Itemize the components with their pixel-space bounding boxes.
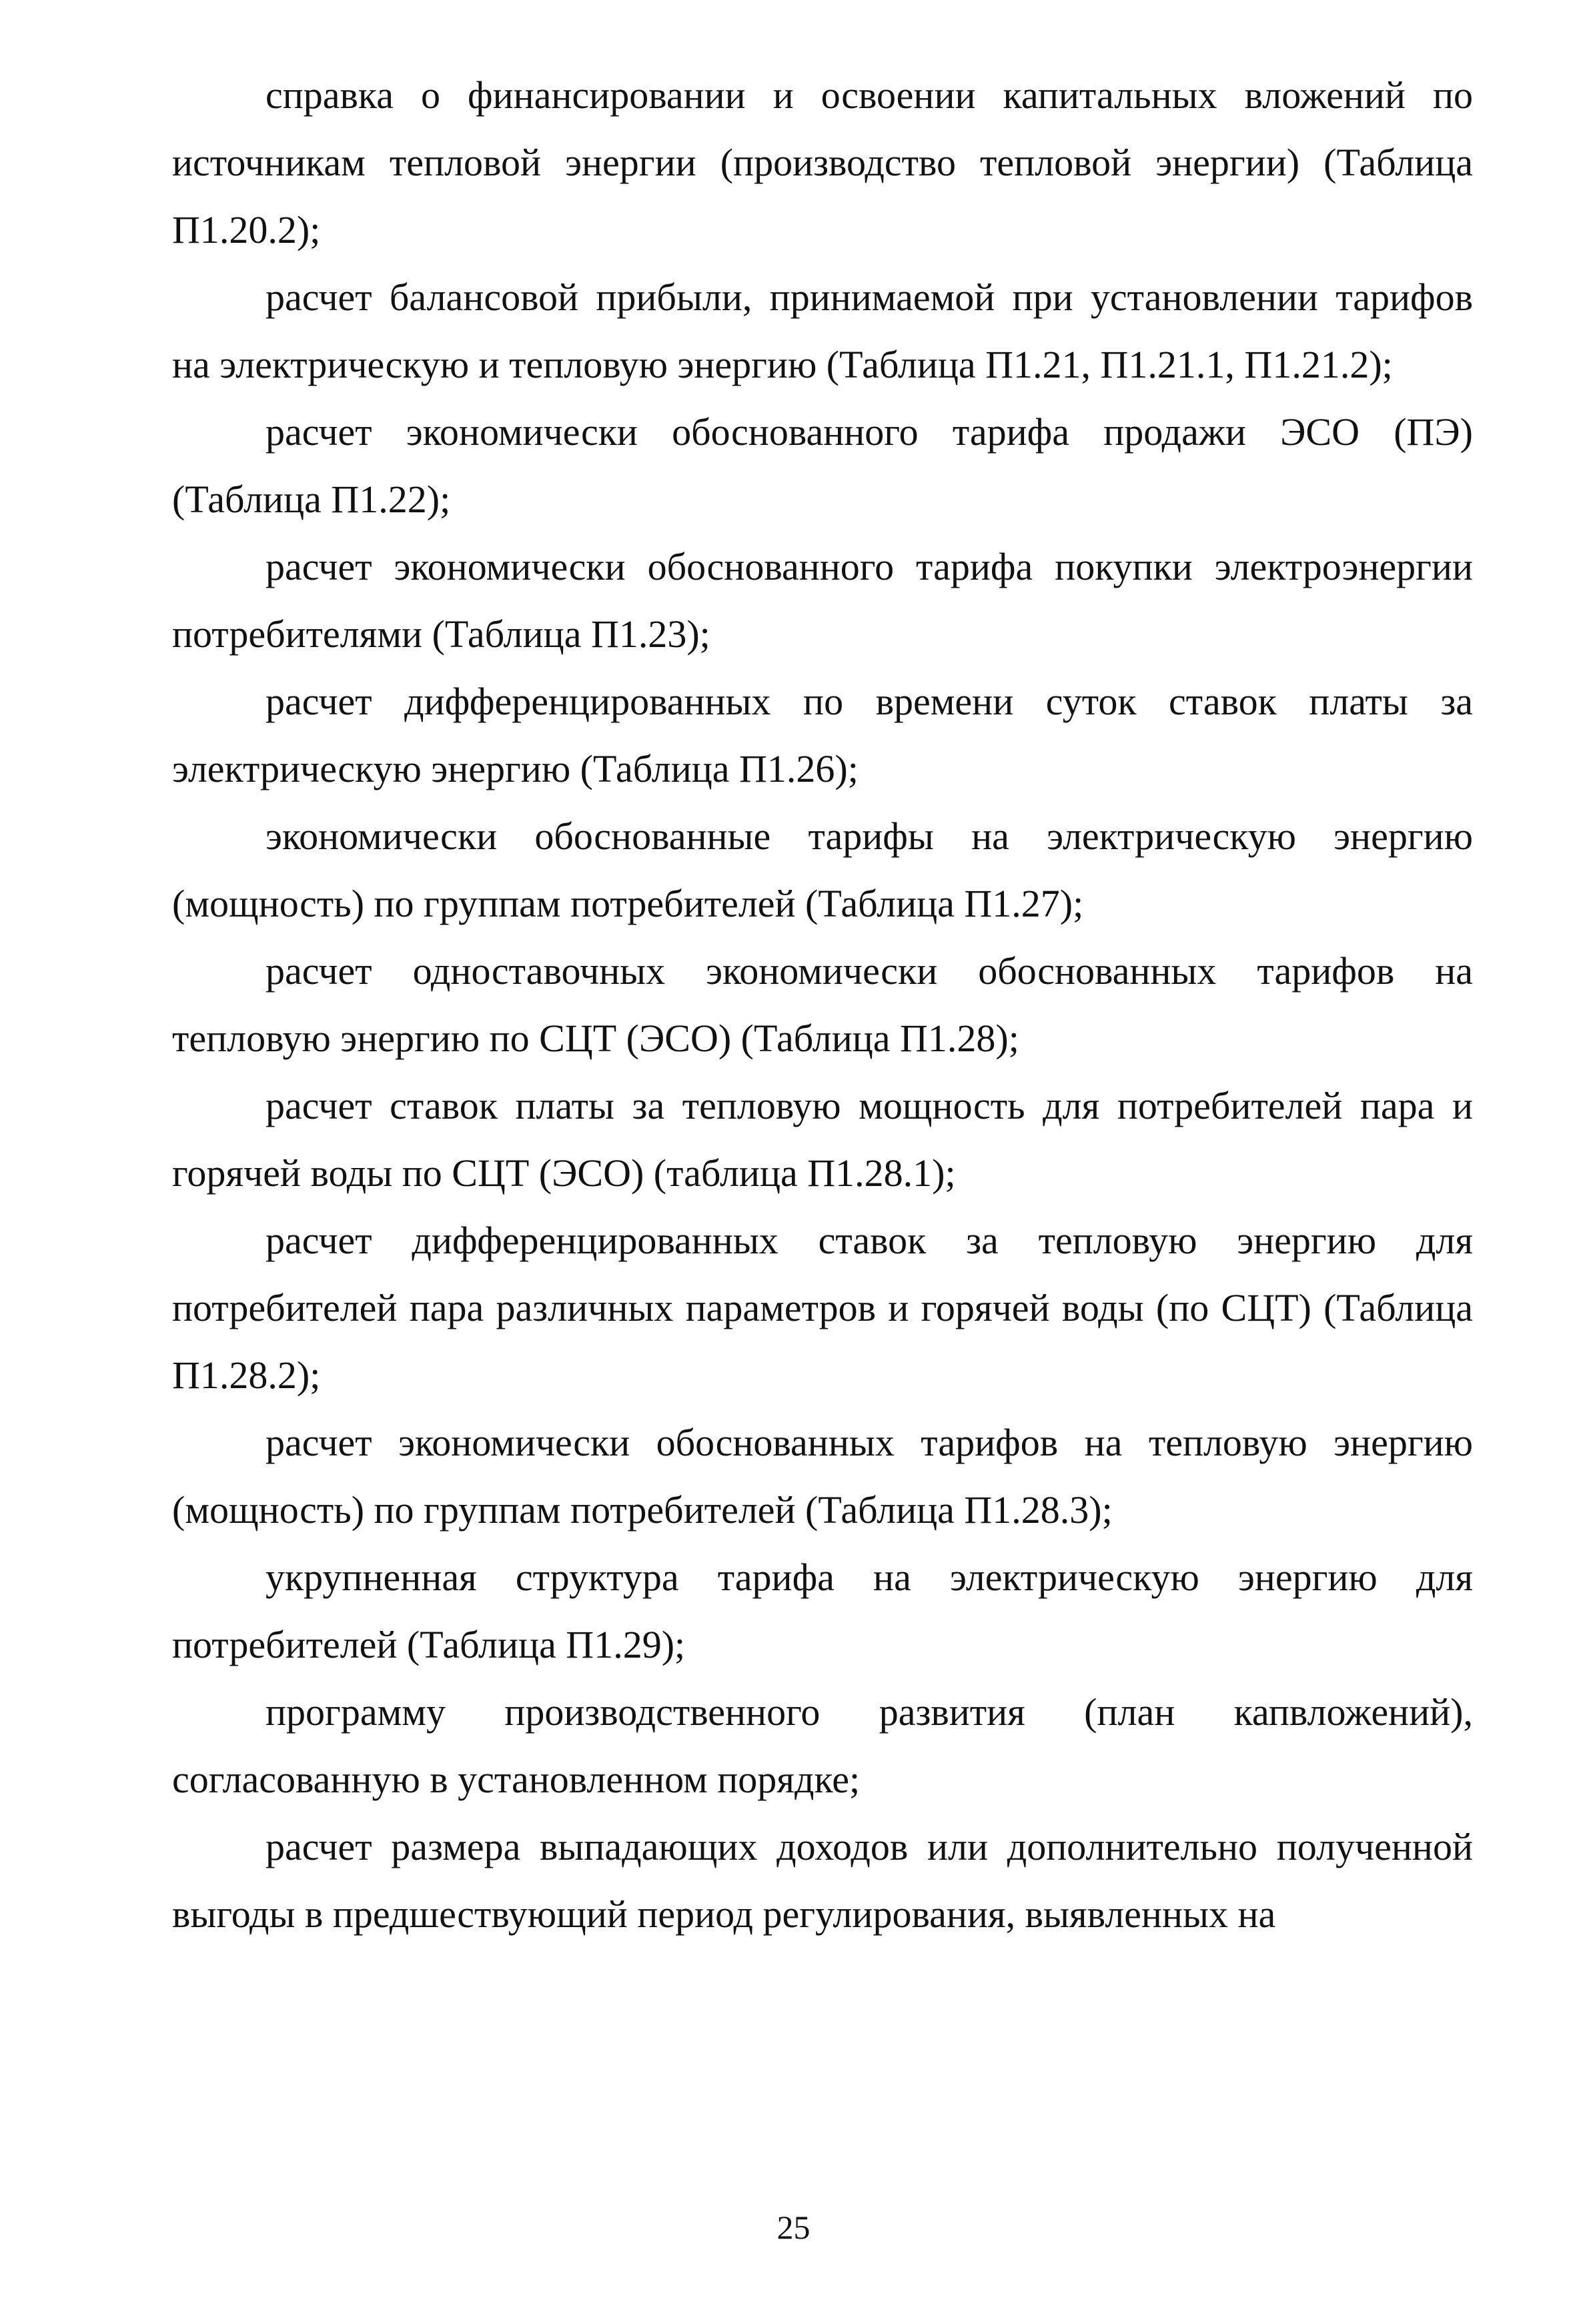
- paragraph-development-program: программу производственного развития (план капвложений), согласованную в установленном порядке;: [172, 1690, 1473, 1801]
- page-number: 25: [776, 2209, 811, 2246]
- paragraph-tariff-structure: укрупненная структура тарифа на электрическую энергию для потребителей (Таблица П1.29);: [172, 1556, 1473, 1666]
- paragraph-eso-sale-tariff: расчет экономически обоснованного тарифа продажи ЭСО (ПЭ) (Таблица П1.22);: [172, 410, 1473, 521]
- paragraph-consumer-group-tariffs: экономически обоснованные тарифы на электрическую энергию (мощность) по группам потребителей (Таблица П1.27);: [172, 814, 1473, 925]
- paragraph-lost-revenue: расчет размера выпадающих доходов или дополнительно полученной выгоды в предшествующий период регулирования, выявленных на: [172, 1825, 1473, 1936]
- document-body: [172, 61, 1473, 1948]
- paragraph-differentiated-heat-rates: расчет дифференцированных ставок за тепловую энергию для потребителей пара различных параметров и горячей воды (по СЦТ) (Таблица П1.28.2);: [172, 1219, 1473, 1397]
- paragraph-purchase-tariff: расчет экономически обоснованного тарифа покупки электроэнергии потребителями (Таблица П1.23);: [172, 545, 1473, 656]
- paragraph-heat-capital-investment: справка о финансировании и освоении капитальных вложений по источникам тепловой энергии (производство тепловой энергии) (Таблица П1.20.2);: [172, 73, 1473, 251]
- paragraph-heat-tariffs-by-group: расчет экономически обоснованных тарифов на тепловую энергию (мощность) по группам потребителей (Таблица П1.28.3);: [172, 1421, 1473, 1532]
- paragraph-single-rate-heat-tariffs: расчет одноставочных экономически обоснованных тарифов на тепловую энергию по СЦТ (ЭСО) (Таблица П1.28);: [172, 949, 1473, 1060]
- paragraph-time-of-day-rates: расчет дифференцированных по времени суток ставок платы за электрическую энергию (Таблица П1.26);: [172, 680, 1473, 790]
- paragraph-heat-capacity-rates: расчет ставок платы за тепловую мощность для потребителей пара и горячей воды по СЦТ (ЭСО) (таблица П1.28.1);: [172, 1084, 1473, 1195]
- paragraph-balance-profit: расчет балансовой прибыли, принимаемой при установлении тарифов на электрическую и тепловую энергию (Таблица П1.21, П1.21.1, П1.21.2);: [172, 275, 1473, 386]
